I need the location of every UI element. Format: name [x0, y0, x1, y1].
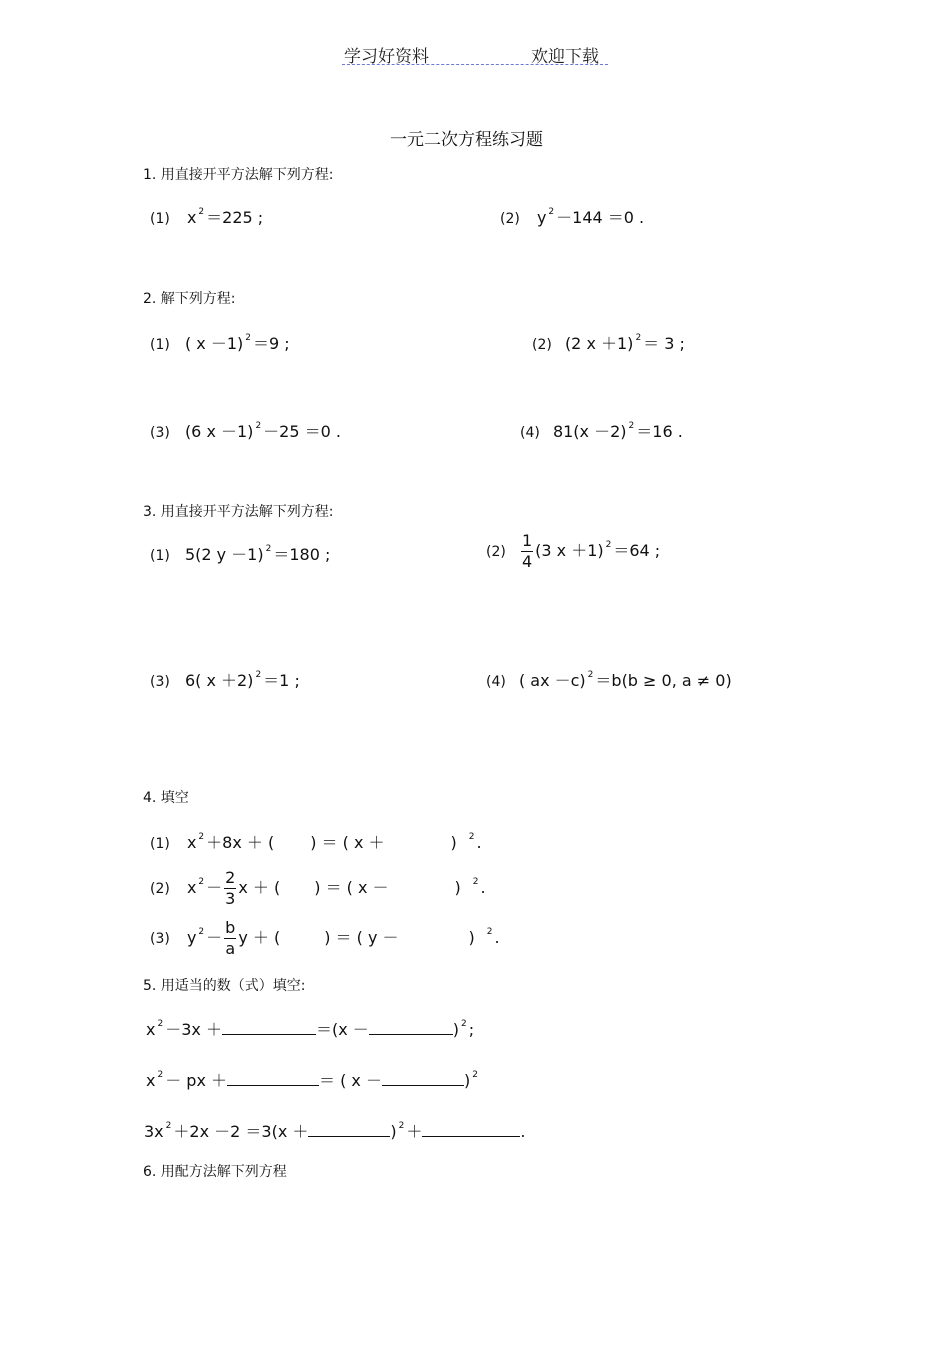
equation: 6( x ＋2) $^2$ ＝1 ;	[184, 670, 300, 690]
equation: 81(x －2) $^2$ ＝16 .	[552, 421, 683, 441]
q2-item-2	[532, 331, 685, 354]
q3-heading: 3. 用直接开平方法解下列方程:	[143, 504, 334, 520]
q3-item-1	[150, 542, 330, 565]
item-label: (3)	[150, 425, 170, 441]
q4-item-2	[150, 870, 486, 907]
item-label: (3)	[150, 674, 170, 690]
q4-item-3	[150, 920, 500, 957]
equation: y $^2$ － $\frac{b}{a}$ y ＋ ( ) ＝ ( y － ) $^2$ .	[186, 918, 500, 958]
item-label: (2)	[500, 211, 520, 227]
answer-blank[interactable]	[227, 1071, 319, 1086]
equation: ( x －1) $^2$ ＝9 ;	[184, 333, 290, 353]
answer-blank[interactable]	[308, 1122, 390, 1137]
q2-item-3	[150, 419, 341, 442]
equation: (2 x ＋1) $^2$ ＝ 3 ;	[564, 333, 685, 353]
q1-heading: 1. 用直接开平方法解下列方程:	[143, 167, 334, 183]
item-label: (4)	[486, 674, 506, 690]
item-label: (1)	[150, 548, 170, 564]
item-label: (4)	[520, 425, 540, 441]
q1-item-1	[150, 205, 263, 228]
item-label: (1)	[150, 337, 170, 353]
equation: ( ax －c) $^2$ ＝b(b ≥ 0, a ≠ 0)	[518, 670, 732, 690]
equation: 5(2 y －1) $^2$ ＝180 ;	[184, 544, 331, 564]
item-label: (2)	[486, 544, 506, 560]
q2-item-1	[150, 331, 290, 354]
q3-item-4	[486, 668, 732, 691]
header-underline	[342, 64, 608, 65]
q1-item-2	[500, 205, 644, 228]
q5-heading: 5. 用适当的数（式）填空:	[143, 978, 306, 994]
equation: y $^2$ －144 ＝0 .	[536, 207, 645, 227]
header-right: 欢迎下载	[531, 47, 599, 67]
item-label: (1)	[150, 211, 170, 227]
equation: (6 x －1) $^2$ －25 ＝0 .	[184, 421, 341, 441]
answer-blank[interactable]	[369, 1020, 453, 1035]
answer-blank[interactable]	[222, 1020, 316, 1035]
q2-heading: 2. 解下列方程:	[143, 291, 236, 307]
q5-line-2: x $^2$ － px ＋ ＝ ( x － ) $^2$	[146, 1070, 478, 1090]
equation: x $^2$ ＝225 ;	[186, 207, 264, 227]
header-left: 学习好资料	[344, 47, 429, 67]
equation: x $^2$ － $\frac{2}{3}$ x ＋ ( ) ＝ ( x － ) $^2$ .	[186, 868, 486, 908]
equation: x $^2$ ＋8x ＋ ( ) ＝ ( x ＋ ) $^2$ .	[186, 832, 482, 852]
q2-item-4	[520, 419, 683, 442]
q4-heading: 4. 填空	[143, 790, 189, 806]
fraction: $\frac{2}{3}$	[225, 868, 236, 908]
item-label: (1)	[150, 836, 170, 852]
item-label: (2)	[532, 337, 552, 353]
answer-blank[interactable]	[382, 1071, 464, 1086]
q5-line-1: x $^2$ －3x ＋ ＝(x － ) $^2$ ;	[146, 1019, 475, 1039]
fraction: $\frac{b}{a}$	[225, 918, 236, 958]
q6-heading: 6. 用配方法解下列方程	[143, 1164, 287, 1180]
q3-item-3	[150, 668, 300, 691]
equation: $\frac{1}{4}$ (3 x ＋1) $^2$ ＝64 ;	[521, 531, 661, 571]
item-label: (2)	[150, 881, 170, 897]
q5-line-3: 3x $^2$ ＋2x －2 ＝3(x ＋ ) $^2$ ＋ .	[144, 1121, 526, 1141]
fraction: $\frac{1}{4}$	[521, 531, 533, 571]
q3-item-2	[486, 533, 660, 570]
item-label: (3)	[150, 931, 170, 947]
q4-item-1	[150, 830, 482, 853]
page-title: 一元二次方程练习题	[390, 130, 543, 150]
answer-blank[interactable]	[422, 1122, 520, 1137]
